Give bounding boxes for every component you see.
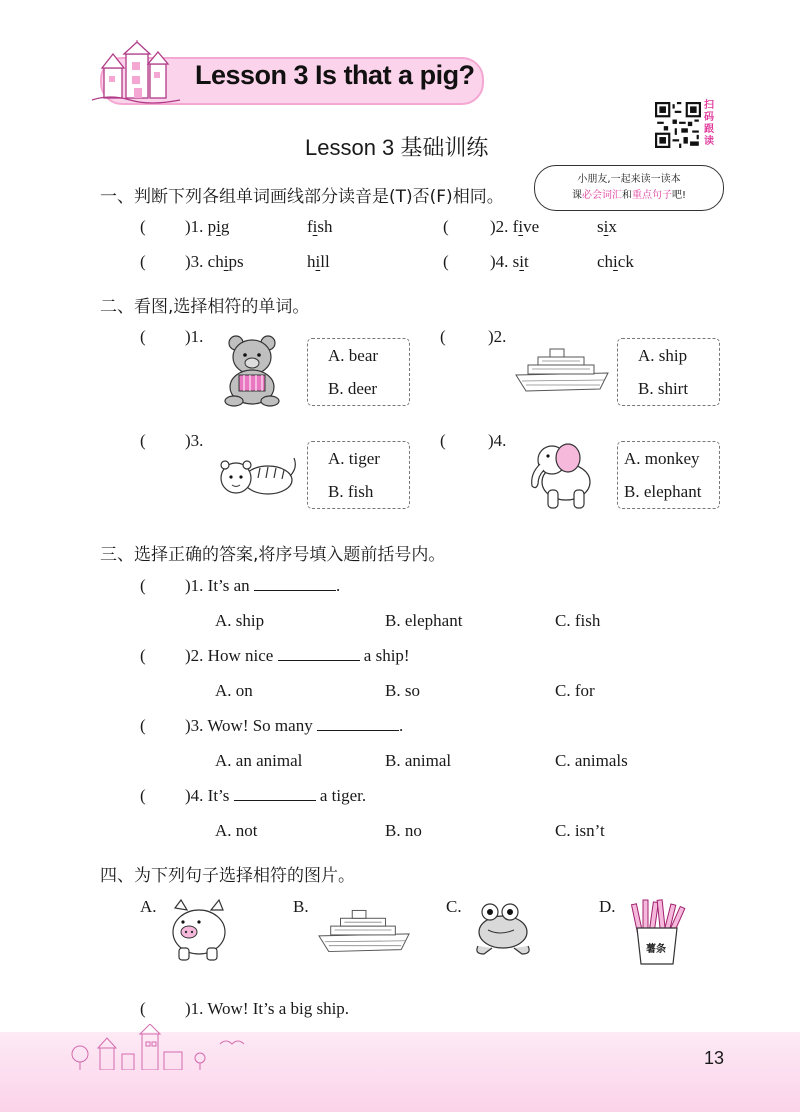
s3-option-3a[interactable]: A. an animal (215, 751, 303, 770)
elephant-icon (518, 432, 600, 514)
s2-options-2 (617, 338, 720, 406)
section2-title: 二、看图,选择相符的单词。 (100, 297, 310, 317)
s2-num-1: )1. (185, 327, 204, 346)
s2-option-3a[interactable]: A. tiger (328, 449, 380, 468)
s2-num-3: )3. (185, 431, 204, 450)
s1-word-3b: hill (307, 252, 330, 271)
s2-option-4b[interactable]: B. elephant (624, 482, 702, 501)
s3-paren-4[interactable]: ( (140, 786, 146, 805)
s2-paren-4[interactable]: ( (440, 431, 446, 450)
s3-paren-1[interactable]: ( (140, 576, 146, 595)
s3-option-2c[interactable]: C. for (555, 681, 595, 700)
pig-icon (163, 898, 235, 964)
s3-question-4: )4. It’s a tiger. (185, 786, 367, 805)
castle-icon (90, 40, 185, 105)
qr-code-icon[interactable] (655, 102, 701, 148)
s1-item-3: )3. chips (185, 252, 244, 271)
tiger-icon (214, 450, 298, 502)
s2-options-3 (307, 441, 410, 509)
s3-option-2b[interactable]: B. so (385, 681, 420, 700)
section1-title: 一、判断下列各组单词画线部分读音是(T)否(F)相同。 (100, 187, 504, 207)
s1-word-2b: six (597, 217, 617, 236)
s3-blank-3[interactable] (317, 716, 399, 731)
s2-num-4: )4. (488, 431, 507, 450)
s2-options-1 (307, 338, 410, 406)
s1-paren-2[interactable]: ( (443, 217, 449, 236)
s2-paren-1[interactable]: ( (140, 327, 146, 346)
s3-option-1b[interactable]: B. elephant (385, 611, 463, 630)
s3-blank-2[interactable] (278, 646, 360, 661)
page-number: 13 (704, 1048, 725, 1068)
s4-label-c: C. (446, 897, 462, 916)
s3-option-2a[interactable]: A. on (215, 681, 253, 700)
s3-paren-2[interactable]: ( (140, 646, 146, 665)
s2-option-4a[interactable]: A. monkey (624, 449, 700, 468)
s2-options-4 (617, 441, 720, 509)
s4-label-d: D. (599, 897, 616, 916)
s3-question-1: )1. It’s an . (185, 576, 341, 595)
s3-paren-3[interactable]: ( (140, 716, 146, 735)
s4-question-1: )1. Wow! It’s a big ship. (185, 999, 350, 1018)
s1-paren-3[interactable]: ( (140, 252, 146, 271)
s2-option-3b[interactable]: B. fish (328, 482, 374, 501)
s1-word-1b: fish (307, 217, 333, 236)
s4-label-a: A. (140, 897, 157, 916)
s3-option-4a[interactable]: A. not (215, 821, 258, 840)
bubble-line2: 课必会词汇和重点句子吧! (571, 190, 686, 201)
ship-icon (317, 906, 411, 956)
page-title: Lesson 3 基础训练 (305, 135, 489, 160)
s1-item-2: )2. five (490, 217, 540, 236)
s2-option-1a[interactable]: A. bear (328, 346, 379, 365)
s1-item-4: )4. sit (490, 252, 529, 271)
s3-blank-1[interactable] (254, 576, 336, 591)
s2-option-1b[interactable]: B. deer (328, 379, 378, 398)
banner-title: Lesson 3 Is that a pig? (195, 60, 475, 90)
ship-icon (514, 345, 610, 395)
fries-box-label: 薯条 (646, 944, 666, 955)
s4-label-b: B. (293, 897, 309, 916)
s1-word-4b: chick (597, 252, 634, 271)
s2-paren-2[interactable]: ( (440, 327, 446, 346)
frog-icon (470, 898, 536, 956)
s3-blank-4[interactable] (234, 786, 316, 801)
s2-option-2b[interactable]: B. shirt (638, 379, 689, 398)
s2-num-2: )2. (488, 327, 507, 346)
s3-question-2: )2. How nice a ship! (185, 646, 410, 665)
s3-option-1a[interactable]: A. ship (215, 611, 265, 630)
s2-option-2a[interactable]: A. ship (638, 346, 688, 365)
s3-option-3c[interactable]: C. animals (555, 751, 628, 770)
s3-option-1c[interactable]: C. fish (555, 611, 601, 630)
s3-option-4b[interactable]: B. no (385, 821, 422, 840)
s3-option-4c[interactable]: C. isn’t (555, 821, 605, 840)
s1-item-1: )1. pig (185, 217, 230, 236)
section3-title: 三、选择正确的答案,将序号填入题前括号内。 (100, 545, 446, 565)
tip-bubble (534, 165, 724, 211)
s3-question-3: )3. Wow! So many . (185, 716, 404, 735)
footer-town-icon (60, 1024, 250, 1070)
s1-paren-1[interactable]: ( (140, 217, 146, 236)
s4-paren-1[interactable]: ( (140, 999, 146, 1018)
s3-option-3b[interactable]: B. animal (385, 751, 452, 770)
s2-paren-3[interactable]: ( (140, 431, 146, 450)
s1-paren-4[interactable]: ( (443, 252, 449, 271)
section4-title: 四、为下列句子选择相符的图片。 (100, 866, 355, 886)
qr-label: 扫码跟读 (704, 100, 714, 147)
fries-icon (625, 898, 689, 966)
bubble-line1: 小朋友,一起来读一读本 (577, 174, 681, 185)
bear-icon (222, 333, 284, 407)
